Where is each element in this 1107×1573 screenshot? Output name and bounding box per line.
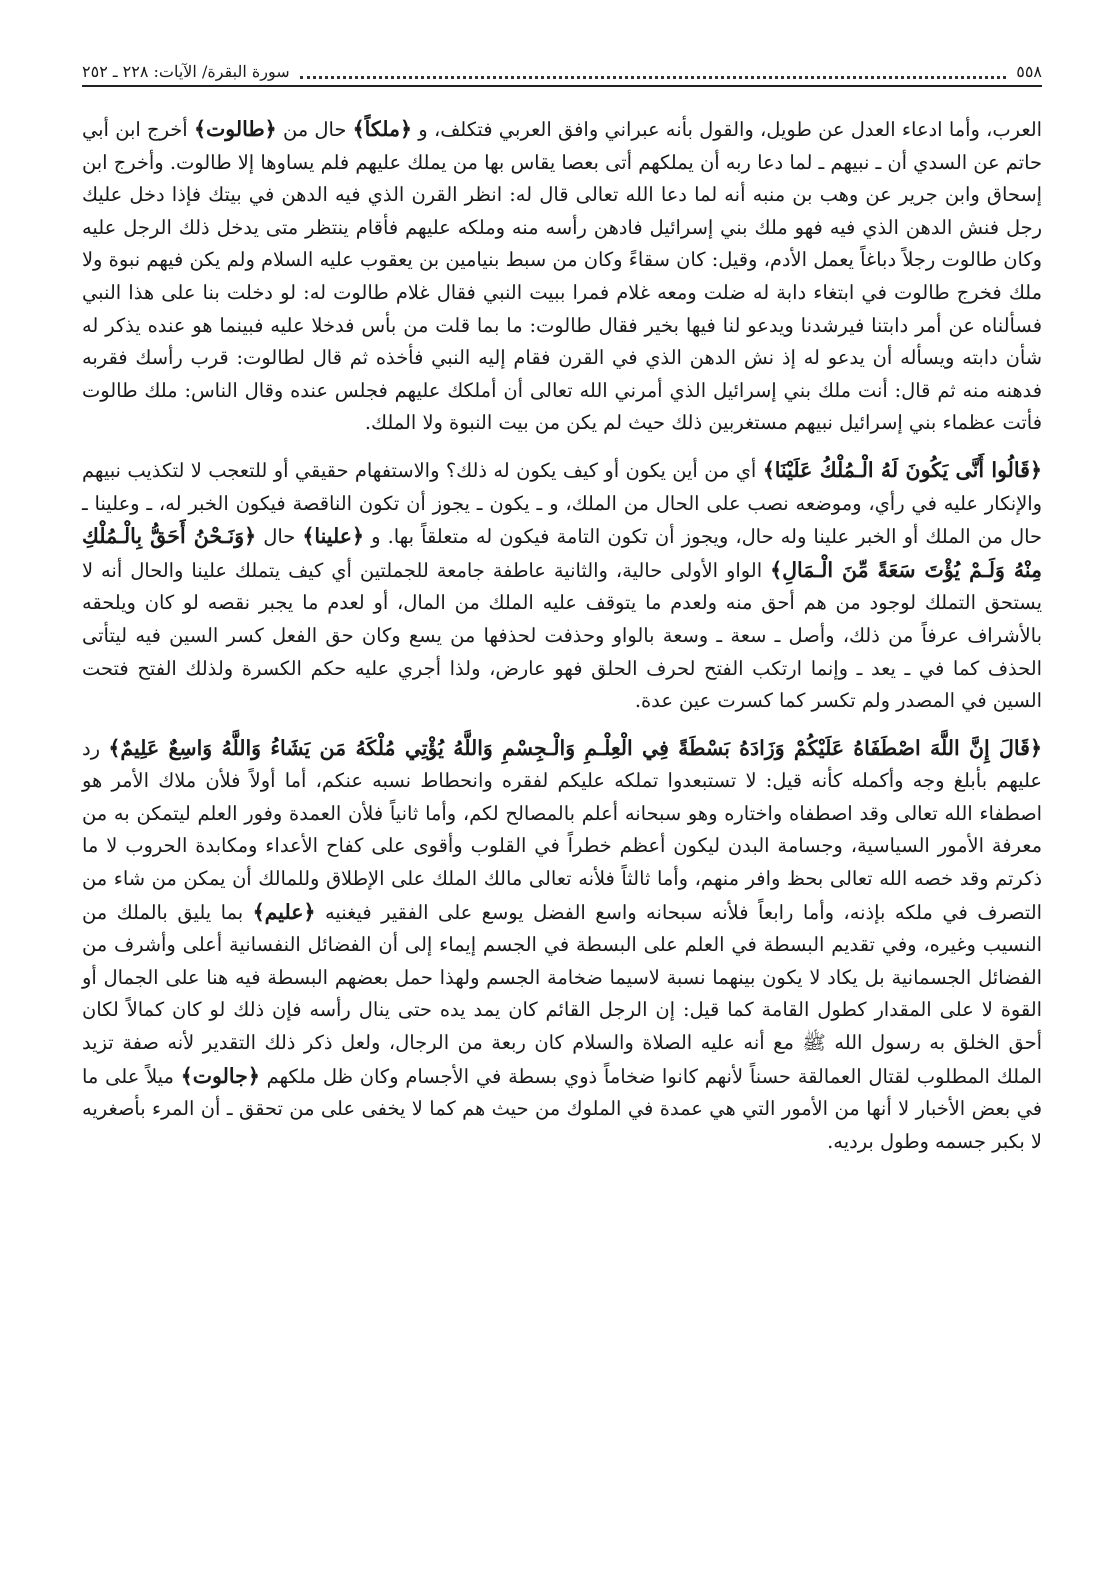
- quran-quote: ﴿طالوت﴾: [193, 117, 277, 141]
- quran-quote: ﴿وَنَـحْنُ أَحَقُّ بِالْـمُلْكِ مِنْهُ وَلَـمْ يُؤْتَ سَعَةً مِّنَ الْـمَالِ﴾: [82, 524, 1042, 582]
- quran-quote: ﴿ملكاً﴾: [352, 117, 413, 141]
- paragraph-text: ميلاً على ما في بعض الأخبار لا أنها من الأمور التي هي عمدة في الملوك من حيث هم كما لا يخفى على من تحقق ـ أن المرء بأصغريه لا بكبر جسمه وطول برديه.: [82, 1064, 1042, 1153]
- paragraph-text: الواو الأولى حالية، والثانية عاطفة جامعة للجملتين أي كيف يتملك علينا والحال أنه لا يستحق التملك لوجود من هم أحق منه ولعدم ما يتوقف عليه الملك من المال، أو لعدم ما يجبر نقصه لو كان ويلحقه بالأشراف عرفاً من ذلك، وأصل ـ سعة ـ وسعة بالواو وحذفت لحذفها من يسع وكان حق الفعل كسر السين فيه ليتأتى الحذف كما في ـ يعد ـ وإنما ارتكب الفتح لحرف الحلق فهو عارض، ولذا أجري عليه حكم الكسرة ولذلك الفتح فتحت السين في المصدر ولم تكسر كما كسرت عين عدة.: [82, 558, 1042, 713]
- page-header: [82, 62, 1042, 81]
- paragraph: [82, 454, 1042, 718]
- paragraph-text: أي من أين يكون أو كيف يكون له ذلك؟ والاستفهام حقيقي أو للتعجب لا لتكذيب نبيهم والإنكار عليه في رأي، وموضعه نصب على الحال من الملك، و ـ يكون ـ يجوز أن تكون الناقصة فيكون الخبر له، ـ وعلينا ـ حال من الملك أو الخبر علينا وله حال، ويجوز أن تكون التامة فيكون له متعلقاً بها. و: [82, 458, 1042, 549]
- paragraph-text: أخرج ابن أبي حاتم عن السدي أن ـ نبيهم ـ لما دعا ربه أن يملكهم أتى بعصا يقاس بها من يملك عليهم فلم يساوها إلا طالوت. وأخرج ابن إسحاق وابن جرير عن وهب بن منبه أنه لما دعا الله تعالى قال له: انظر القرن الذي فيه الدهن في بيتك فإذا دخل عليك رجل فنش الدهن الذي فيه فهو ملك بني إسرائيل فادهن رأسه منه وملكه عليهم فأقام ينتظر متى يدخل ذلك الرجل عليه وكان طالوت رجلاً دباغاً يعمل الأدم، وقيل: كان سقاءً وكان من سبط بنيامين بن يعقوب عليه السلام ولم يكن فيهم نبوة ولا ملك فخرج طالوت في ابتغاء دابة له ضلت ومعه غلام فمرا ببيت النبي فقال غلام طالوت له: لو دخلت بنا على هذا النبي فسألناه عن أمر دابتنا فيرشدنا ويدعو لنا فيها بخير فقال طالوت: ما بما قلت من بأس فدخلا عليه فبينما هو عنده يذكر له شأن دابته ويسأله أن يدعو له إذ نش الدهن الذي في القرن فقام إليه النبي فأخذه ثم قال لطالوت: قرب رأسك فقربه فدهنه منه ثم قال: أنت ملك بني إسرائيل الذي أمرني الله تعالى أن أملكك عليهم فجلس عنده وقال الناس: ملك طالوت فأتت عظماء بني إسرائيل نبيهم مستغربين ذلك حيث لم يكن من بيت النبوة ولا الملك.: [82, 118, 1042, 435]
- paragraph-text: حال من: [276, 118, 353, 141]
- paragraph-text: رد عليهم بأبلغ وجه وأكمله كأنه قيل: لا تستبعدوا تملكه عليكم لفقره وانحطاط نسبه عنكم، أما أولاً فلأن ملاك الأمر هو اصطفاء الله تعالى وقد اصطفاه واختاره وهو سبحانه أعلم بالمصالح لكم، وأما ثانياً فلأن العمدة وفور العلم ليتمكن به من معرفة الأمور السياسية، وجسامة البدن ليكون أعظم خطراً في القلوب وأقوى على كفاح الأعداء ومكابدة الحروب لا ما ذكرتم وقد خصه الله تعالى بحظ وافر منهم، وأما ثالثاً فلأنه تعالى مالك الملك على الإطلاق وللمالك أن يمكن من شاء من التصرف في ملكه بإذنه، وأما رابعاً فلأنه سبحانه واسع الفضل يوسع على الفقير فيغنيه: [82, 736, 1042, 924]
- header-rule: [82, 85, 1042, 87]
- paragraph-text: بما يليق بالملك من النسيب وغيره، وفي تقديم البسطة في العلم على البسطة في الجسم إيماء إلى أن الفضائل النفسانية أعلى وأشرف من الفضائل الجسمانية بل يكاد لا يكون بينهما نسبة لاسيما ضخامة الجسم ولهذا حمل بعضهم البسطة فيه هنا على الجمال أو القوة لا على المقدار كطول القامة كما قيل: إن الرجل القائم كان يمد يده حتى ينال رأسه فإن ذلك لو كان كمالاً لكان أحق الخلق به رسول الله ﷺ مع أنه عليه الصلاة والسلام كان ربعة من الرجال، ولعل ذكر ذلك التقدير لأنه صفة تزيد الملك المطلوب لقتال العمالقة حسناً لأنهم كانوا ضخاماً ذوي بسطة في الأجسام وكان ظل ملكهم: [82, 900, 1042, 1088]
- page-number: ٥٥٨: [1016, 62, 1042, 81]
- quran-quote: ﴿علينا﴾: [302, 524, 365, 549]
- paragraph-text: حال: [256, 525, 303, 549]
- paragraph: [82, 113, 1042, 440]
- quran-quote: ﴿قَالَ إِنَّ اللَّهَ اصْطَفَاهُ عَلَيْكُمْ وَزَادَهُ بَسْطَةً فِي الْعِلْـمِ وَالْـجِسْمِ وَاللَّهُ يُؤْتِي مُلْكَهُ مَن يَشَاءُ وَاللَّهُ وَاسِعٌ عَلِيمٌ﴾: [108, 735, 1042, 760]
- quran-quote: ﴿جالوت﴾: [180, 1063, 260, 1088]
- header-dot-leader: [300, 76, 1007, 79]
- quran-quote: ﴿عليم﴾: [252, 899, 316, 924]
- paragraph-text: العرب، وأما ادعاء العدل عن طويل، والقول بأنه عبراني وافق العربي فتكلف، و: [412, 118, 1043, 141]
- running-title: سورة البقرة/ الآيات: ٢٢٨ ـ ٢٥٢: [82, 62, 290, 81]
- paragraph: [82, 732, 1042, 1159]
- quran-quote: ﴿قَالُوا أَنَّى يَكُونَ لَهُ الْـمُلْكُ عَلَيْنَا﴾: [762, 457, 1042, 482]
- document-page: [82, 62, 1042, 1542]
